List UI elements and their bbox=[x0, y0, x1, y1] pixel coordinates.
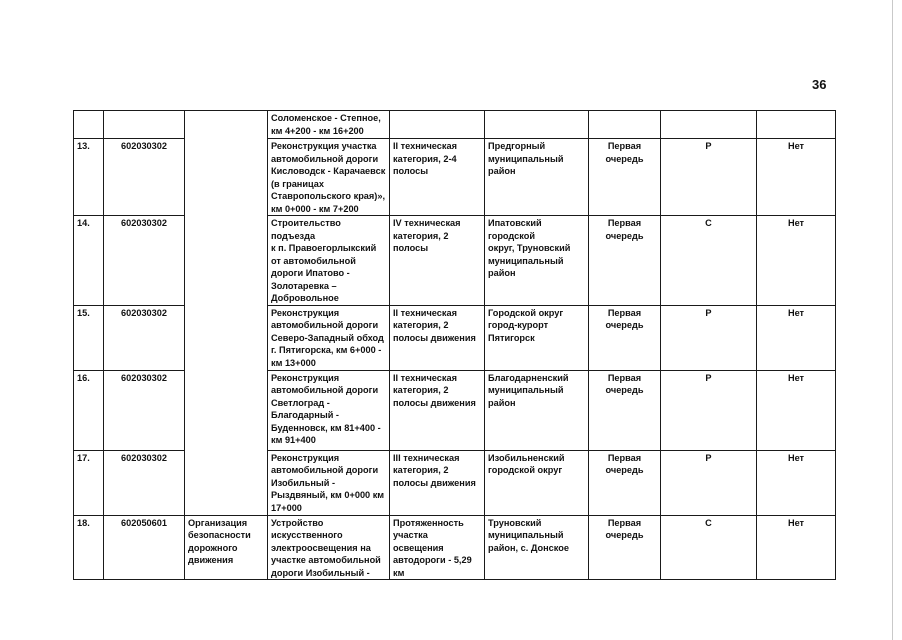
cell-code bbox=[104, 515, 185, 580]
code-text: 602030302 bbox=[121, 307, 167, 318]
cell-category bbox=[185, 111, 268, 139]
cell-stage bbox=[589, 216, 661, 306]
cell-num bbox=[74, 370, 104, 450]
cell-location bbox=[485, 111, 589, 139]
characteristics-text: III техническая категория, 2 полосы движения bbox=[393, 452, 476, 488]
cell-stage bbox=[589, 111, 661, 139]
cell-code bbox=[104, 370, 185, 450]
stage-text: Первая очередь bbox=[605, 517, 644, 540]
page-number: 36 bbox=[812, 77, 827, 92]
cell-num bbox=[74, 450, 104, 515]
cell-object bbox=[268, 450, 390, 515]
cell-stage bbox=[589, 139, 661, 216]
type-text: Р bbox=[705, 452, 712, 463]
cell-stage bbox=[589, 305, 661, 370]
cell-category bbox=[185, 305, 268, 370]
code-text: 602030302 bbox=[121, 452, 167, 463]
table-row bbox=[74, 305, 836, 370]
characteristics-text: II техническая категория, 2-4 полосы bbox=[393, 141, 457, 176]
table-row bbox=[74, 370, 836, 450]
objects-table bbox=[73, 110, 836, 580]
cell-type bbox=[661, 111, 757, 139]
object-text: Соломенское - Степное, км 4+200 - км 16+200 bbox=[271, 113, 381, 136]
cell-zone bbox=[757, 139, 836, 216]
table-row bbox=[74, 450, 836, 515]
stage-text: Первая очередь bbox=[605, 372, 644, 395]
cell-location bbox=[485, 216, 589, 306]
cell-characteristics bbox=[390, 139, 485, 216]
stage-text: Первая очередь bbox=[605, 307, 644, 330]
type-text: Р bbox=[705, 307, 712, 318]
cell-characteristics bbox=[390, 305, 485, 370]
scan-edge-line bbox=[892, 0, 893, 640]
type-text: Р bbox=[705, 141, 712, 151]
location-text: Ипатовский городской округ, Труновский муниципальный район bbox=[488, 218, 571, 278]
cell-location bbox=[485, 139, 589, 216]
stage-text: Первая очередь bbox=[605, 141, 644, 164]
zone-text: Нет bbox=[787, 517, 805, 528]
object-text: Реконструкция автомобильной дороги Изобильный - Рыздвяный, км 0+000 км 17+000 bbox=[271, 452, 385, 513]
cell-zone bbox=[757, 515, 836, 580]
object-text: Устройство искусственного электроосвещения на участке автомобильной дороги Изобильный - bbox=[271, 517, 381, 578]
object-text: Реконструкция автомобильной дороги Светлоград - Благодарный - Буденновск, км 81+400 - км 91+400 bbox=[271, 372, 381, 445]
cell-num bbox=[74, 139, 104, 216]
table-row bbox=[74, 515, 836, 580]
num-text: 17. bbox=[77, 452, 90, 463]
num-text: 16. bbox=[77, 372, 90, 383]
code-text: 602050601 bbox=[121, 517, 167, 528]
cell-location bbox=[485, 450, 589, 515]
code-text: 602030302 bbox=[121, 218, 167, 228]
table-row bbox=[74, 139, 836, 216]
object-text: Строительство подъезда к п. Правоегорлыкский от автомобильной дороги Ипатово - Золотаревка – Добровольное bbox=[271, 218, 377, 303]
cell-num bbox=[74, 111, 104, 139]
type-text: Р bbox=[705, 372, 712, 383]
table-row bbox=[74, 216, 836, 306]
cell-characteristics bbox=[390, 515, 485, 580]
cell-code bbox=[104, 111, 185, 139]
cell-characteristics bbox=[390, 111, 485, 139]
cell-type bbox=[661, 139, 757, 216]
cell-object bbox=[268, 515, 390, 580]
cell-stage bbox=[589, 450, 661, 515]
location-text: Благодарненский муниципальный район bbox=[488, 372, 569, 408]
cell-category bbox=[185, 515, 268, 580]
location-text: Городской округ город-курорт Пятигорск bbox=[488, 307, 564, 343]
cell-characteristics bbox=[390, 370, 485, 450]
num-text: 18. bbox=[77, 517, 90, 528]
object-text: Реконструкция автомобильной дороги Северо-Западный обход г. Пятигорска, км 6+000 - км 13+000 bbox=[271, 307, 384, 368]
location-text: Предгорный муниципальный район bbox=[488, 141, 564, 176]
cell-type bbox=[661, 370, 757, 450]
cell-location bbox=[485, 305, 589, 370]
location-text: Труновский муниципальный район, с. Донское bbox=[488, 517, 569, 553]
zone-text: Нет bbox=[787, 141, 805, 151]
cell-category bbox=[185, 450, 268, 515]
cell-type bbox=[661, 305, 757, 370]
cell-code bbox=[104, 305, 185, 370]
table-row-continuation bbox=[74, 111, 836, 139]
cell-object bbox=[268, 139, 390, 216]
cell-category bbox=[185, 370, 268, 450]
code-text: 602030302 bbox=[121, 372, 167, 383]
cell-object bbox=[268, 111, 390, 139]
zone-text: Нет bbox=[787, 218, 805, 228]
cell-code bbox=[104, 216, 185, 306]
cell-location bbox=[485, 370, 589, 450]
cell-zone bbox=[757, 111, 836, 139]
cell-zone bbox=[757, 370, 836, 450]
stage-text: Первая очередь bbox=[605, 218, 644, 241]
characteristics-text: II техническая категория, 2 полосы движения bbox=[393, 307, 476, 343]
cell-code bbox=[104, 139, 185, 216]
characteristics-text: II техническая категория, 2 полосы движения bbox=[393, 372, 476, 408]
cell-stage bbox=[589, 515, 661, 580]
zone-text: Нет bbox=[787, 307, 805, 318]
cell-characteristics bbox=[390, 450, 485, 515]
cell-object bbox=[268, 370, 390, 450]
code-text: 602030302 bbox=[121, 141, 167, 151]
cell-num bbox=[74, 216, 104, 306]
num-text: 13. bbox=[77, 141, 90, 151]
num-text: 14. bbox=[77, 218, 90, 228]
cell-location bbox=[485, 515, 589, 580]
cell-characteristics bbox=[390, 216, 485, 306]
cell-category bbox=[185, 139, 268, 216]
cell-zone bbox=[757, 450, 836, 515]
category-text: Организация безопасности дорожного движения bbox=[188, 517, 251, 565]
cell-object bbox=[268, 216, 390, 306]
num-text: 15. bbox=[77, 307, 90, 318]
characteristics-text: IV техническая категория, 2 полосы bbox=[393, 218, 461, 253]
characteristics-text: Протяженность участка освещения автодороги - 5,29 км bbox=[393, 517, 472, 578]
type-text: С bbox=[705, 517, 712, 528]
zone-text: Нет bbox=[787, 452, 805, 463]
zone-text: Нет bbox=[787, 372, 805, 383]
cell-category bbox=[185, 216, 268, 306]
object-text: Реконструкция участка автомобильной дороги Кисловодск - Карачаевск (в границах Ставропольского края)», км 0+000 - км 7+200 bbox=[271, 141, 386, 214]
cell-type bbox=[661, 450, 757, 515]
stage-text: Первая очередь bbox=[605, 452, 644, 475]
cell-type bbox=[661, 515, 757, 580]
cell-num bbox=[74, 515, 104, 580]
cell-code bbox=[104, 450, 185, 515]
cell-stage bbox=[589, 370, 661, 450]
cell-zone bbox=[757, 216, 836, 306]
cell-object bbox=[268, 305, 390, 370]
cell-num bbox=[74, 305, 104, 370]
cell-type bbox=[661, 216, 757, 306]
type-text: С bbox=[705, 218, 712, 228]
location-text: Изобильненский городской округ bbox=[488, 452, 565, 475]
cell-zone bbox=[757, 305, 836, 370]
